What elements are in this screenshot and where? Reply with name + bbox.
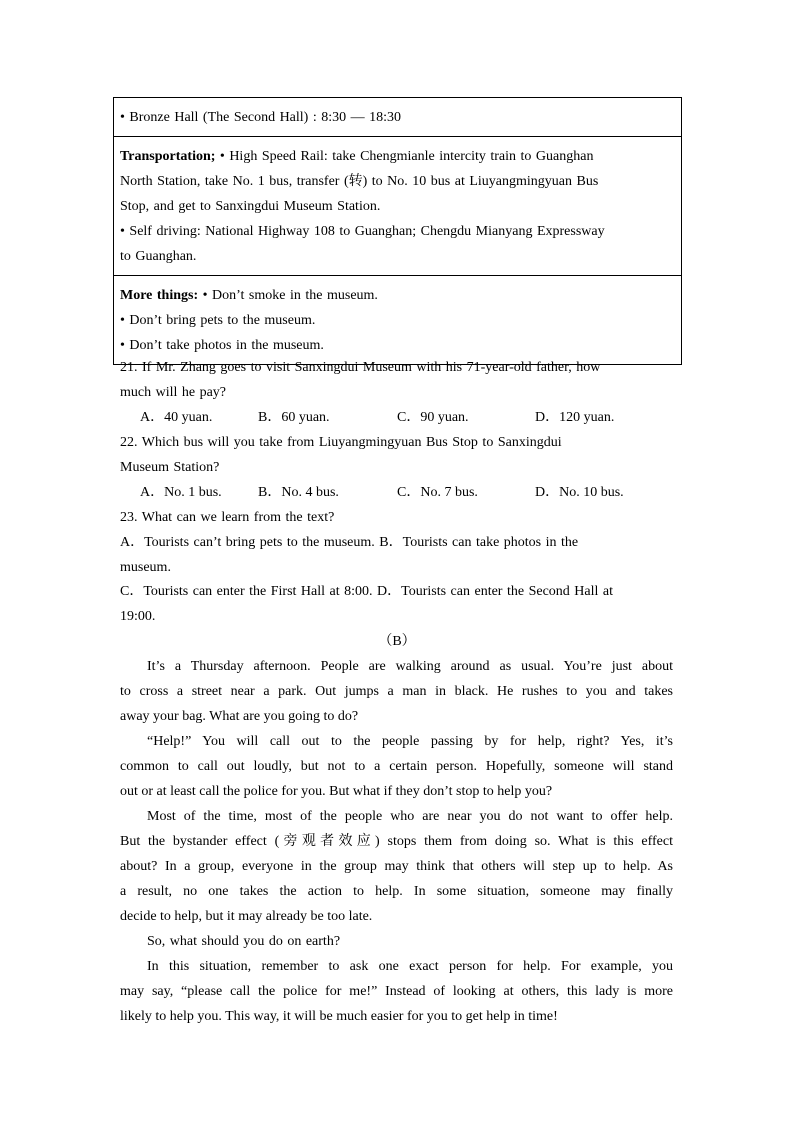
paragraph-line: “Help!” You will call out to the people passing by for help, right? Yes, it’s — [147, 734, 673, 749]
transportation-line-1 — [120, 144, 675, 169]
no-smoking-text: • Don’t smoke in the museum. — [198, 288, 378, 303]
paragraph-line: to cross a street near a park. Out jumps a man in black. He rushes to you and takes — [120, 684, 673, 699]
transportation-cell — [114, 136, 681, 275]
paragraph-line: Most of the time, most of the people who are near you do not want to offer help. — [147, 809, 673, 824]
q23-options-ab-cont: museum. — [120, 560, 171, 575]
paragraph-line: decide to help, but it may already be too late. — [120, 909, 373, 924]
q22-option-d: D．No. 10 bus. — [535, 485, 624, 500]
more-things-line-3: • Don’t take photos in the museum. — [120, 338, 324, 353]
q23-options-cd: C．Tourists can enter the First Hall at 8:00. D．Tourists can enter the Second Hall at — [120, 584, 613, 599]
paragraph-line: out or at least call the police for you. But what if they don’t stop to help you? — [120, 784, 553, 799]
transportation-line-3: Stop, and get to Sanxingdui Museum Station. — [120, 199, 381, 214]
q22-stem-line-2: Museum Station? — [120, 460, 220, 475]
q22-option-c: C．No. 7 bus. — [397, 485, 478, 500]
q21-option-a: A．40 yuan. — [140, 410, 213, 425]
more-things-cell — [114, 275, 681, 364]
paragraph-line: But the bystander effect (旁观者效应) stops them from doing so. What is this effect — [120, 834, 673, 849]
more-things-label: More things: — [120, 288, 199, 303]
paragraph-line: It’s a Thursday afternoon. People are walking around as usual. You’re just about — [147, 659, 673, 674]
q22-stem-line-1: 22. Which bus will you take from Liuyangmingyuan Bus Stop to Sanxingdui — [120, 435, 562, 450]
q21-option-d: D．120 yuan. — [535, 410, 615, 425]
q23-options-cd-cont: 19:00. — [120, 609, 156, 624]
passage-b-heading: （B） — [378, 634, 416, 649]
transportation-line-4: • Self driving: National Highway 108 to Guanghan; Chengdu Mianyang Expressway — [120, 224, 605, 239]
bronze-hall-hours: • Bronze Hall (The Second Hall) : 8:30 — 18:30 — [120, 110, 402, 125]
paragraph-line: common to call out loudly, but not to a certain person. Hopefully, someone will stand — [120, 759, 673, 774]
q21-stem-line-1: 21. If Mr. Zhang goes to visit Sanxingdui Museum with his 71-year-old father, how — [120, 360, 601, 375]
paragraph-line: likely to help you. This way, it will be much easier for you to get help in time! — [120, 1009, 558, 1024]
paragraph-line: away your bag. What are you going to do? — [120, 709, 359, 724]
q21-option-c: C．90 yuan. — [397, 410, 469, 425]
q22-option-a: A．No. 1 bus. — [140, 485, 222, 500]
transportation-line-5: to Guanghan. — [120, 249, 197, 264]
q21-option-b: B．60 yuan. — [258, 410, 330, 425]
q23-options-ab: A．Tourists can’t bring pets to the museum. B．Tourists can take photos in the — [120, 535, 579, 550]
more-things-line-2: • Don’t bring pets to the museum. — [120, 313, 316, 328]
q23-stem: 23. What can we learn from the text? — [120, 510, 335, 525]
more-things-line-1 — [120, 283, 675, 308]
transportation-line-2: North Station, take No. 1 bus, transfer (转) to No. 10 bus at Liuyangmingyuan Bus — [120, 174, 599, 189]
paragraph-line: may say, “please call the police for me!” Instead of looking at others, this lady is more — [120, 984, 673, 999]
paragraph-line: In this situation, remember to ask one exact person for help. For example, you — [147, 959, 673, 974]
high-speed-rail-text: • High Speed Rail: take Chengmianle intercity train to Guanghan — [215, 149, 594, 164]
paragraph-line: So, what should you do on earth? — [147, 934, 341, 949]
q21-stem-line-2: much will he pay? — [120, 385, 227, 400]
museum-info-table — [113, 97, 682, 365]
paragraph-line: about? In a group, everyone in the group may think that others will step up to help. As — [120, 859, 673, 874]
transportation-label: Transportation; — [120, 149, 216, 164]
q22-option-b: B．No. 4 bus. — [258, 485, 339, 500]
hours-cell — [114, 98, 681, 136]
paragraph-line: a result, no one takes the action to help. In some situation, someone may finally — [120, 884, 673, 899]
